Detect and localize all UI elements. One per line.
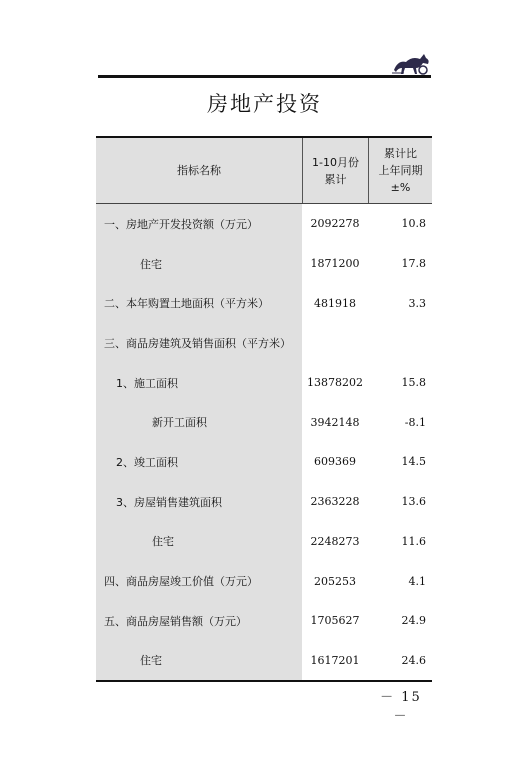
row-value: 2092278 <box>310 217 360 231</box>
row-name: 2、竣工面积 <box>96 442 302 482</box>
row-pct: 15.8 <box>401 376 426 390</box>
statistics-table <box>96 136 432 682</box>
table-row <box>96 442 432 482</box>
table-row <box>96 283 432 323</box>
row-value: 205253 <box>314 574 356 588</box>
row-name: 新开工面积 <box>96 402 302 442</box>
row-pct: 3.3 <box>408 296 426 310</box>
row-value: 3942148 <box>310 415 360 429</box>
row-name: 住宅 <box>96 522 302 562</box>
row-name: 三、商品房建筑及销售面积（平方米） <box>96 323 302 363</box>
row-pct: 13.6 <box>401 495 426 509</box>
row-value: 1705627 <box>310 614 360 628</box>
row-value: 1617201 <box>310 653 360 667</box>
row-name: 3、房屋销售建筑面积 <box>96 482 302 522</box>
row-name: 一、房地产开发投资额（万元） <box>96 204 302 244</box>
header-indicator-name: 指标名称 <box>177 164 221 177</box>
row-pct: 24.6 <box>401 653 426 667</box>
table-row <box>96 323 432 363</box>
row-pct: 17.8 <box>401 257 426 271</box>
table-row <box>96 402 432 442</box>
row-value: 481918 <box>314 296 356 310</box>
row-pct: 24.9 <box>401 614 426 628</box>
horse-logo-icon <box>390 50 432 76</box>
table-row <box>96 561 432 601</box>
row-value: 1871200 <box>310 257 360 271</box>
row-name: 二、本年购置土地面积（平方米） <box>96 283 302 323</box>
row-name: 住宅 <box>96 641 302 681</box>
row-value: 609369 <box>314 455 356 469</box>
row-pct: 11.6 <box>401 534 426 548</box>
table-body <box>96 204 432 682</box>
row-name: 五、商品房屋销售额（万元） <box>96 601 302 641</box>
table-row <box>96 204 432 244</box>
table-row <box>96 522 432 562</box>
table-row <box>96 482 432 522</box>
row-value: 2248273 <box>310 534 360 548</box>
row-value: 2363228 <box>310 495 360 509</box>
table-row <box>96 601 432 641</box>
row-name: 1、施工面积 <box>96 363 302 403</box>
header-yoy-change: 累计比 上年同期 ±% <box>368 138 432 203</box>
row-pct: 10.8 <box>401 217 426 231</box>
table-row <box>96 244 432 284</box>
table-row <box>96 641 432 681</box>
row-pct: 4.1 <box>408 574 426 588</box>
table-row <box>96 363 432 403</box>
page-title: 房地产投资 <box>207 92 322 116</box>
table-header <box>96 136 432 204</box>
page-number: － 15 － <box>380 690 422 724</box>
row-value: 13878202 <box>307 376 363 390</box>
row-pct: 14.5 <box>401 455 426 469</box>
row-name: 住宅 <box>96 244 302 284</box>
row-pct: -8.1 <box>404 415 426 429</box>
header-rule <box>98 75 431 78</box>
row-name: 四、商品房屋竣工价值（万元） <box>96 561 302 601</box>
header-cumulative: 1-10月份 累计 <box>302 138 368 203</box>
